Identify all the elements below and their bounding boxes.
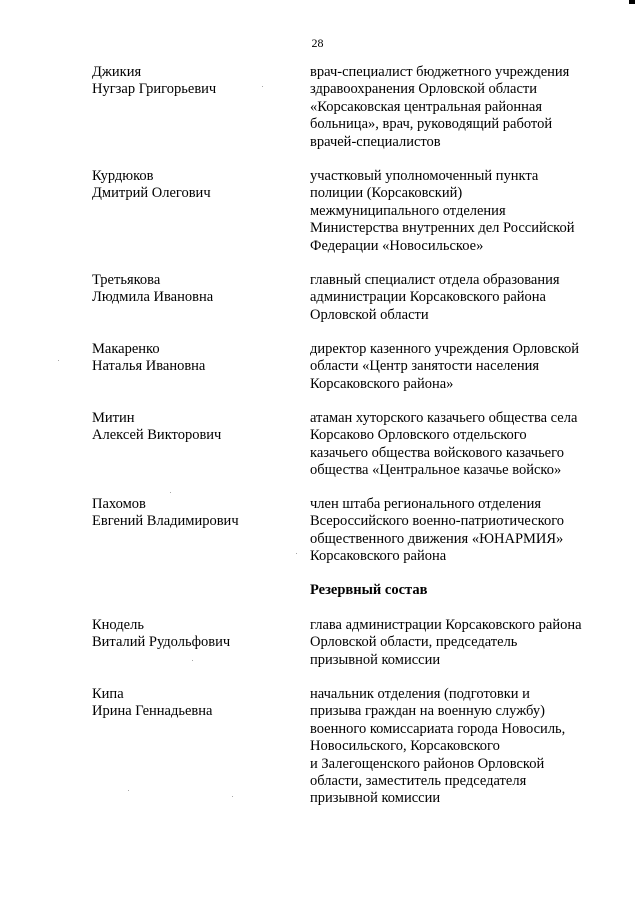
- position-line: Корсаковского района»: [310, 375, 454, 392]
- member-name: [92, 341, 292, 375]
- position-line: больница», врач, руководящий работой: [310, 116, 553, 133]
- member-surname: Пахомов: [92, 496, 146, 512]
- position-line: области «Центр занятости населения: [310, 358, 540, 375]
- scan-speck: [58, 360, 59, 361]
- position-line: Орловской области: [310, 306, 429, 323]
- member-surname: Курдюков: [92, 168, 154, 184]
- member-position: [310, 272, 610, 324]
- member-surname: Макаренко: [92, 341, 160, 357]
- member-name: [92, 272, 292, 306]
- position-line: Министерства внутренних дел Российской: [310, 220, 575, 237]
- member-given-name: Наталья Ивановна: [92, 358, 206, 374]
- position-line: области, заместитель председателя: [310, 773, 527, 790]
- scan-speck: [232, 796, 233, 797]
- member-position: [310, 410, 610, 480]
- member-given-name: Виталий Рудольфович: [92, 634, 231, 650]
- member-surname: Джикия: [92, 64, 142, 80]
- position-line: глава администрации Корсаковского района: [310, 617, 582, 633]
- position-line: призывной комиссии: [310, 651, 441, 668]
- position-line: врачей-специалистов: [310, 133, 441, 150]
- position-line: Федерации «Новосильское»: [310, 237, 484, 254]
- position-line: начальник отделения (подготовки и: [310, 686, 530, 702]
- page-number: 28: [311, 36, 324, 50]
- member-name: [92, 686, 292, 720]
- member-position: [310, 617, 610, 669]
- position-line: главный специалист отдела образования: [310, 272, 560, 288]
- member-name: [92, 617, 292, 651]
- position-line: «Корсаковская центральная районная: [310, 98, 542, 115]
- member-given-name: Ирина Геннадьевна: [92, 703, 213, 719]
- position-line: Новосильского, Корсаковского: [310, 738, 500, 755]
- position-line: директор казенного учреждения Орловской: [310, 341, 580, 357]
- position-line: общества «Центральное казачье войско»: [310, 462, 562, 479]
- scan-speck: [296, 553, 297, 554]
- member-given-name: Дмитрий Олегович: [92, 185, 211, 201]
- member-given-name: Людмила Ивановна: [92, 289, 214, 305]
- position-line: полиции (Корсаковский): [310, 185, 463, 202]
- position-line: член штаба регионального отделения: [310, 496, 542, 512]
- position-line: общественного движения «ЮНАРМИЯ»: [310, 530, 564, 547]
- member-surname: Митин: [92, 410, 135, 426]
- member-given-name: Евгений Владимирович: [92, 513, 239, 529]
- member-name: [92, 496, 292, 530]
- position-line: и Залегощенского районов Орловской: [310, 755, 545, 772]
- member-position: [310, 341, 610, 393]
- position-line: администрации Корсаковского района: [310, 289, 546, 306]
- position-line: военного комиссариата города Новосиль,: [310, 720, 566, 737]
- position-line: Корсаково Орловского отдельского: [310, 427, 527, 444]
- member-position: [310, 64, 610, 151]
- position-line: врач-специалист бюджетного учреждения: [310, 64, 570, 80]
- member-name: [92, 410, 292, 444]
- member-position: [310, 168, 610, 255]
- scan-corner-mark: [629, 0, 635, 4]
- reserve-section-heading: Резервный состав: [310, 582, 428, 598]
- member-surname: Кнодель: [92, 617, 144, 633]
- position-line: здравоохранения Орловской области: [310, 81, 537, 98]
- position-line: Всероссийского военно-патриотического: [310, 513, 565, 530]
- position-line: атаман хуторского казачьего общества села: [310, 410, 578, 426]
- position-line: призывной комиссии: [310, 790, 441, 807]
- member-position: [310, 686, 610, 808]
- position-line: участковый уполномоченный пункта: [310, 168, 539, 184]
- member-surname: Кипа: [92, 686, 124, 702]
- position-line: Орловской области, председатель: [310, 634, 518, 651]
- position-line: Корсаковского района: [310, 548, 447, 565]
- position-line: межмуниципального отделения: [310, 202, 506, 219]
- scan-speck: [128, 790, 129, 791]
- member-given-name: Алексей Викторович: [92, 427, 222, 443]
- member-position: [310, 496, 610, 566]
- scan-speck: [262, 86, 263, 87]
- position-line: призыва граждан на военную службу): [310, 703, 545, 720]
- position-line: казачьего общества войскового казачьего: [310, 444, 564, 461]
- member-given-name: Нугзар Григорьевич: [92, 81, 217, 97]
- member-name: [92, 168, 292, 202]
- scan-speck: [170, 492, 171, 493]
- member-surname: Третьякова: [92, 272, 161, 288]
- member-name: [92, 64, 292, 98]
- scan-speck: [192, 660, 193, 661]
